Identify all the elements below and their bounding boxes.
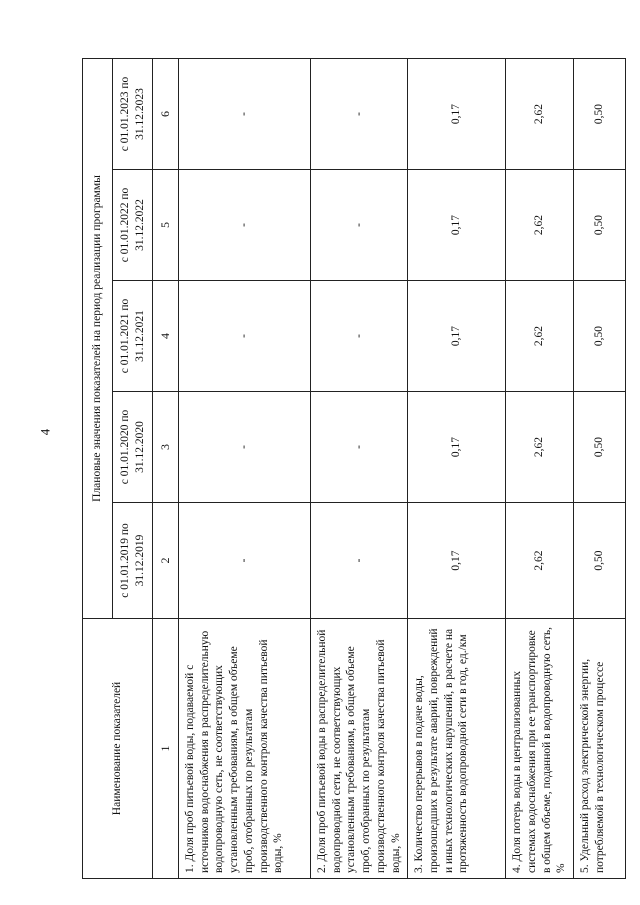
indicator-value: 0,17 [408,170,506,281]
indicator-name: 1. Доля проб питьевой воды, подаваемой с источников водоснабжения в распределительную водопроводную сеть, не соответствующих установленным требованиям, в общем объеме проб, отобранных по результатам производственного контроля качества питьевой воды, % [179,619,311,879]
indicator-value: 0,50 [574,59,626,170]
indicator-value: - [311,392,408,503]
name-column-header: Наименование показателей [83,619,153,879]
page-number: 4 [37,428,53,436]
indicator-value: 0,50 [574,281,626,392]
indicator-value: 2,62 [506,59,574,170]
column-number: 3 [153,392,179,503]
indicator-value: - [311,59,408,170]
column-number: 6 [153,59,179,170]
indicator-name: 5. Удельный расход электрической энергии, потребляемой в технологическом процессе [574,619,626,879]
indicator-value: 2,62 [506,392,574,503]
period-header: с 01.01.2021 по 31.12.2021 [113,281,153,392]
indicator-value: 0,17 [408,392,506,503]
planned-values-header: Плановые значения показателей на период реализации программы [83,59,113,619]
indicator-name: 3. Количество перерывов в подаче воды, произошедших в результате аварий, повреждений и иных технологических нарушений, в расчете на протяженность водопроводной сети в год, ед./км [408,619,506,879]
table-row [311,59,408,879]
indicator-value: 0,50 [574,503,626,619]
indicator-value: 0,50 [574,392,626,503]
indicator-value: 0,17 [408,281,506,392]
period-header: с 01.01.2023 по 31.12.2023 [113,59,153,170]
table-row [179,59,311,879]
column-number: 2 [153,503,179,619]
indicator-name: 4. Доля потерь воды в централизованных системах водоснабжения при ее транспортировке в общем объеме, поданной в водопроводную сеть, % [506,619,574,879]
indicator-value: - [179,170,311,281]
indicator-value: 0,17 [408,59,506,170]
rotated-table-wrapper [82,59,620,879]
table-row [574,59,626,879]
column-number-row [153,59,179,879]
indicator-value: 2,62 [506,503,574,619]
header-row-1 [83,59,113,879]
period-header: с 01.01.2022 по 31.12.2022 [113,170,153,281]
table-row [408,59,506,879]
indicator-value: 2,62 [506,170,574,281]
indicator-name: 2. Доля проб питьевой воды в распределительной водопроводной сети, не соответствующих установленным требованиям, в общем объеме проб, отобранных по результатам производственного контроля качества питьевой воды, % [311,619,408,879]
indicator-value: - [179,59,311,170]
indicator-value: 0,50 [574,170,626,281]
column-number: 5 [153,170,179,281]
table-row [506,59,574,879]
period-header: с 01.01.2019 по 31.12.2019 [113,503,153,619]
column-number: 4 [153,281,179,392]
indicator-value: - [311,170,408,281]
indicator-value: - [179,503,311,619]
column-number: 1 [153,619,179,879]
indicator-value: - [179,392,311,503]
indicator-value: - [311,281,408,392]
indicator-value: 0,17 [408,503,506,619]
indicator-value: - [179,281,311,392]
indicators-table [82,58,626,879]
period-header: с 01.01.2020 по 31.12.2020 [113,392,153,503]
indicator-value: - [311,503,408,619]
indicator-value: 2,62 [506,281,574,392]
